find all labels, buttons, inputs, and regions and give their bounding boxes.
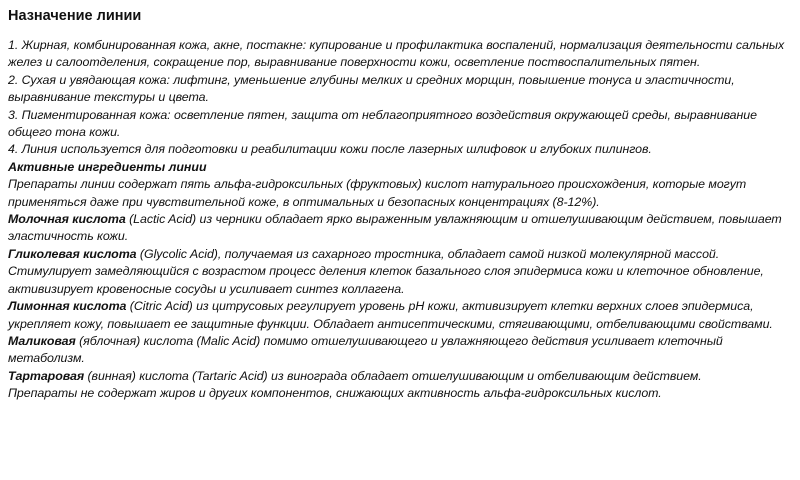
acid-malic [8,333,790,368]
acid-name: Тартаровая [8,368,85,383]
acid-name: Гликолевая кислота [8,246,137,261]
purpose-item-4: 4. Линия используется для подготовки и реабилитации кожи после лазерных шлифовок и глубоких пилингов. [8,142,652,157]
acid-description: (Glycolic Acid), получаемая из сахарного тростника, обладает самой низкой молекулярной массой. Стимулирует замедляющийся с возрастом процесс деления клеток базального слоя эпидермиса кожи и клеточное обновление, активизирует кровеносные сосуды и усиливает синтез коллагена. [8,246,764,296]
acid-name: Молочная кислота [8,212,126,227]
purpose-item-1: 1. Жирная, комбинированная кожа, акне, постакне: купирование и профилактика воспалений, нормализация деятельности сальных желез и салоотделения, сокращение пор, выравнивание поверхности кожи, осветление поствоспалительных пятен. [8,38,785,70]
ingredients-intro: Препараты линии содержат пять альфа-гидроксильных (фруктовых) кислот натурального происхождения, которые могут применяться даже при чувствительной коже, в оптимальных и безопасных концентрациях (8-12%). [8,177,747,209]
acid-description: (яблочная) кислота (Malic Acid) помимо отшелушивающего и увлажняющего действия усиливает клеточный метаболизм. [8,333,723,366]
acid-description: (Citric Acid) из цитрусовых регулирует уровень pH кожи, активизирует клетки верхних слоев эпидермиса, укрепляет кожу, повышает ее защитные функции. Обладает антисептическими, стягивающими, отбеливающими свойствами. [8,299,773,331]
acid-tartaric [8,368,790,385]
page-title: Назначение линии [8,8,142,24]
acid-citric [8,298,790,333]
acid-name: Маликовая [8,333,76,348]
acid-description: (Lactic Acid) из черники обладает ярко выраженным увлажняющим и отшелушивающим действием, повышает эластичность кожи. [8,212,782,244]
acid-glycolic [8,246,790,298]
acid-lactic [8,211,790,246]
purpose-item-3: 3. Пигментированная кожа: осветление пятен, защита от неблагоприятного воздействия окружающей среды, выравнивание общего тона кожи. [8,107,757,140]
closing-note: Препараты не содержат жиров и других компонентов, снижающих активность альфа-гидроксильных кислот. [8,386,662,401]
ingredients-heading: Активные ингредиенты линии [8,159,207,174]
acid-name: Лимонная кислота [8,299,127,314]
acid-description: (винная) кислота (Tartaric Acid) из винограда обладает отшелушивающим и отбеливающим действием. [84,368,702,383]
purpose-item-2: 2. Сухая и увядающая кожа: лифтинг, уменьшение глубины мелких и средних морщин, повышение тонуса и эластичности, выравнивание текстуры и цвета. [8,72,735,105]
